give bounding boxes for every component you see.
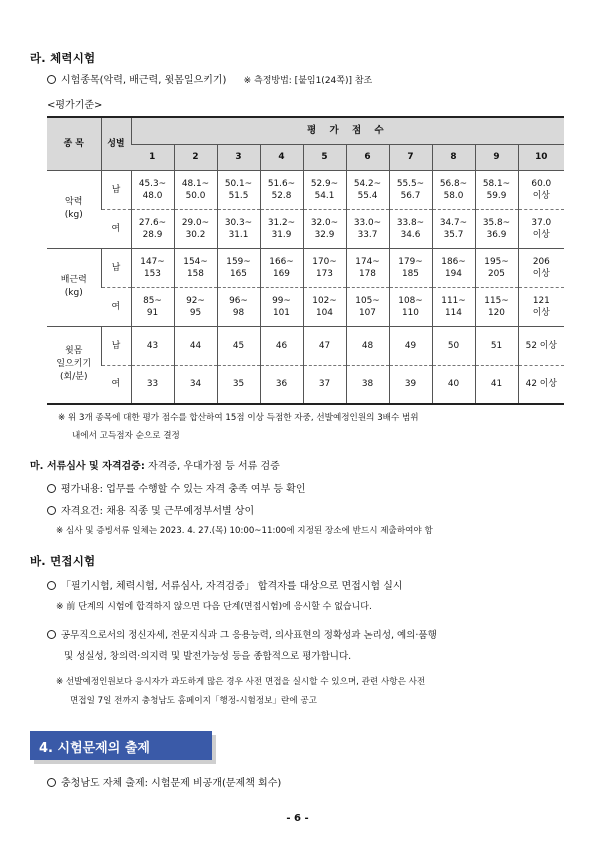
score-cell-line: 120	[488, 307, 505, 318]
score-table	[47, 116, 564, 405]
score-cell-line: 33.7	[357, 229, 378, 240]
score-cell	[131, 248, 174, 287]
score-cell-line: 45	[232, 340, 245, 351]
section-la-title: 라. 체력시험	[30, 51, 96, 65]
gender-cell: 여	[101, 365, 131, 404]
score-cell	[346, 365, 389, 404]
score-header-cell: 6	[346, 144, 389, 170]
table-row	[47, 209, 564, 248]
score-cell-line: 105~	[355, 295, 380, 306]
section-ba-item1	[47, 577, 403, 592]
section-ma-title	[30, 457, 280, 472]
score-cell	[131, 170, 174, 209]
section-ba-item1-text: 「필기시험, 체력시험, 서류심사, 자격검증」 합격자를 대상으로 면접시험 실시	[61, 581, 403, 592]
score-cell-line: 33.0~	[353, 217, 382, 228]
score-cell-line: 34	[189, 379, 202, 390]
score-cell-line: 179~	[398, 256, 423, 267]
event-label-line: 배근력	[60, 275, 87, 285]
score-cell	[432, 287, 475, 326]
score-cell	[518, 248, 564, 287]
section-ma-title-bold: 마. 서류심사 및 자격검증:	[30, 461, 145, 472]
table-note-line1: ※ 위 3개 종목에 대한 평가 점수를 합산하여 15점 이상 득점한 자중, 선발예정인원의 3배수 범위	[58, 413, 419, 423]
score-cell-line: 108~	[398, 295, 423, 306]
score-cell	[346, 287, 389, 326]
score-cell-line: 60.0	[531, 178, 552, 189]
event-label-line: (회/분)	[60, 372, 88, 383]
score-cell-line: 30.3~	[224, 217, 253, 228]
score-cell-line: 51	[490, 340, 503, 351]
score-cell	[432, 326, 475, 365]
score-cell-line: 102~	[312, 295, 337, 306]
score-cell-line: 58.1~	[482, 178, 511, 189]
score-cell	[260, 209, 303, 248]
score-cell	[432, 209, 475, 248]
score-cell-line: 59.9	[486, 190, 507, 201]
score-cell-line: 34.6	[400, 229, 421, 240]
score-cell-line: 158	[187, 268, 204, 279]
score-cell	[217, 248, 260, 287]
head-score-group: 평 가 점 수	[131, 117, 564, 144]
score-cell-line: 205	[488, 268, 505, 279]
score-cell	[432, 248, 475, 287]
score-cell	[475, 326, 518, 365]
score-header-cell: 2	[174, 144, 217, 170]
score-cell-line: 29.0~	[181, 217, 210, 228]
gender-cell: 남	[101, 248, 131, 287]
score-cell-line: 42 이상	[525, 379, 557, 390]
event-label-line: 일으키기	[56, 359, 92, 370]
score-cell-line: 32.0~	[310, 217, 339, 228]
table-note-line2: 내에서 고득점자 순으로 결정	[72, 431, 180, 441]
section-4-item-text: 충청남도 자체 출제: 시험문제 비공개(문제책 회수)	[61, 778, 282, 789]
score-cell	[475, 287, 518, 326]
score-cell-line: 52 이상	[525, 340, 557, 351]
score-cell-line: 50.0	[185, 190, 206, 201]
score-header-cell: 4	[260, 144, 303, 170]
score-cell-line: 35.8~	[482, 217, 511, 228]
section-4-title: 4. 시험문제의 출제	[39, 741, 150, 756]
score-cell-line: 166~	[269, 256, 294, 267]
score-cell	[303, 287, 346, 326]
score-cell-line: 35.7	[443, 229, 464, 240]
score-cell-line: 36	[275, 379, 288, 390]
score-cell-line: 110	[402, 307, 419, 318]
score-cell	[389, 365, 432, 404]
score-cell-line: 55.5~	[396, 178, 425, 189]
section-ba-item2	[47, 627, 437, 641]
score-header-cell: 3	[217, 144, 260, 170]
gender-cell: 남	[101, 170, 131, 209]
section-ma-note: ※ 심사 및 증빙서류 일체는 2023. 4. 27.(목) 10:00~11:00에 지정된 장소에 반드시 제출하여야 함	[56, 526, 433, 536]
score-cell	[217, 365, 260, 404]
score-cell-line: 54.2~	[353, 178, 382, 189]
circle-bullet-icon	[47, 581, 56, 590]
section-la-item-text: 시험종목(악력, 배근력, 윗몸일으키기)	[61, 75, 227, 86]
score-cell	[346, 248, 389, 287]
score-cell-line: 95	[189, 307, 202, 318]
score-cell	[174, 170, 217, 209]
score-cell-line: 이상	[532, 268, 550, 279]
circle-bullet-icon	[47, 630, 56, 639]
score-cell	[174, 209, 217, 248]
event-label	[47, 326, 101, 404]
score-cell-line: 99~	[272, 295, 291, 306]
score-cell-line: 28.9	[142, 229, 163, 240]
section-ma-item2-text: 자격요건: 채용 직종 및 근무예정부서별 상이	[61, 506, 255, 517]
event-label-line: 윗몸	[65, 346, 83, 357]
table-row	[47, 365, 564, 404]
section-ma-title-rest: 자격증, 우대가점 등 서류 검증	[148, 461, 280, 472]
section-4-heading	[30, 731, 212, 760]
score-cell-line: 169	[273, 268, 290, 279]
score-cell	[346, 209, 389, 248]
section-4-item	[47, 774, 281, 789]
score-cell-line: 92~	[186, 295, 205, 306]
circle-bullet-icon	[47, 75, 56, 84]
score-cell	[131, 365, 174, 404]
score-cell	[475, 170, 518, 209]
score-cell-line: 56.7	[400, 190, 421, 201]
score-cell-line: 37	[318, 379, 331, 390]
score-cell-line: 195~	[484, 256, 509, 267]
section-la-item	[47, 71, 372, 86]
score-cell-line: 91	[146, 307, 159, 318]
score-cell-line: 33.8~	[396, 217, 425, 228]
score-cell-line: 98	[232, 307, 245, 318]
section-ba-title: 바. 면접시험	[30, 554, 96, 568]
circle-bullet-icon	[47, 484, 56, 493]
event-label-line: (kg)	[64, 288, 83, 298]
score-header-cell: 7	[389, 144, 432, 170]
score-cell	[389, 248, 432, 287]
score-cell-line: 104	[316, 307, 333, 318]
section-ma-item1	[47, 480, 306, 495]
score-cell	[131, 209, 174, 248]
score-cell-line: 이상	[532, 307, 550, 318]
score-cell-line: 147~	[140, 256, 165, 267]
score-cell-line: 46	[275, 340, 288, 351]
score-cell-line: 34.7~	[439, 217, 468, 228]
score-cell	[389, 326, 432, 365]
score-cell-line: 31.2~	[267, 217, 296, 228]
table-row	[47, 326, 564, 365]
score-cell	[518, 326, 564, 365]
score-cell-line: 52.8	[271, 190, 292, 201]
score-cell-line: 32.9	[314, 229, 335, 240]
head-gender: 성별	[101, 117, 131, 170]
score-cell	[518, 287, 564, 326]
score-cell	[475, 209, 518, 248]
gender-cell: 여	[101, 209, 131, 248]
score-cell	[389, 170, 432, 209]
score-cell	[260, 170, 303, 209]
section-ba-note2-line2: 면접일 7일 전까지 충청남도 홈페이지「행정-시험정보」란에 공고	[70, 696, 317, 706]
score-cell-line: 174~	[355, 256, 380, 267]
event-label	[47, 170, 101, 248]
event-label-line: (kg)	[64, 210, 83, 220]
score-cell-line: 49	[404, 340, 417, 351]
score-cell-line: 37.0	[531, 217, 552, 228]
section-ma-item2	[47, 502, 254, 517]
score-cell	[432, 170, 475, 209]
score-cell	[260, 248, 303, 287]
score-header-cell: 8	[432, 144, 475, 170]
score-cell-line: 50	[447, 340, 460, 351]
score-cell-line: 44	[189, 340, 202, 351]
score-cell-line: 39	[404, 379, 417, 390]
table-row	[47, 287, 564, 326]
score-cell	[174, 248, 217, 287]
score-cell-line: 43	[146, 340, 159, 351]
score-cell-line: 206	[532, 256, 550, 267]
score-cell-line: 51.5	[228, 190, 249, 201]
score-cell	[303, 326, 346, 365]
score-cell	[389, 209, 432, 248]
gender-cell: 남	[101, 326, 131, 365]
score-cell	[217, 170, 260, 209]
score-cell	[346, 326, 389, 365]
score-cell-line: 56.8~	[439, 178, 468, 189]
score-cell	[303, 248, 346, 287]
circle-bullet-icon	[47, 506, 56, 515]
circle-bullet-icon	[47, 778, 56, 787]
score-cell-line: 51.6~	[267, 178, 296, 189]
score-cell-line: 107	[359, 307, 376, 318]
page-number: - 6 -	[286, 813, 309, 824]
section-ma-item1-text: 평가내용: 업무를 수행할 수 있는 자격 충족 여부 등 확인	[61, 484, 306, 495]
score-cell	[260, 365, 303, 404]
score-cell-line: 159~	[226, 256, 251, 267]
gender-cell: 여	[101, 287, 131, 326]
score-cell-line: 101	[273, 307, 290, 318]
score-cell	[303, 365, 346, 404]
score-cell	[432, 365, 475, 404]
score-cell	[389, 287, 432, 326]
score-cell-line: 27.6~	[138, 217, 167, 228]
score-header-cell: 10	[518, 144, 564, 170]
score-cell	[217, 287, 260, 326]
score-cell-line: 이상	[532, 229, 550, 240]
score-cell-line: 121	[532, 295, 550, 306]
score-cell-line: 165	[230, 268, 247, 279]
score-cell-line: 111~	[441, 295, 466, 306]
score-cell	[303, 209, 346, 248]
score-cell-line: 115~	[484, 295, 509, 306]
score-cell-line: 50.1~	[224, 178, 253, 189]
score-cell-line: 194	[445, 268, 462, 279]
score-cell-line: 173	[316, 268, 333, 279]
score-cell	[518, 209, 564, 248]
score-cell-line: 58.0	[443, 190, 464, 201]
score-cell-line: 54.1	[314, 190, 335, 201]
score-cell	[217, 326, 260, 365]
score-cell-line: 52.9~	[310, 178, 339, 189]
score-header-cell: 9	[475, 144, 518, 170]
score-cell	[131, 326, 174, 365]
score-cell	[260, 287, 303, 326]
score-cell-line: 41	[490, 379, 503, 390]
event-label-line: 악력	[65, 197, 83, 207]
section-ba-note2-line1: ※ 선발예정인원보다 응시자가 과도하게 많은 경우 사전 면접을 실시할 수 있으며, 관련 사항은 사전	[56, 677, 426, 687]
score-cell-line: 114	[445, 307, 462, 318]
score-cell-line: 31.9	[271, 229, 292, 240]
score-header-cell: 1	[131, 144, 174, 170]
score-cell-line: 30.2	[185, 229, 206, 240]
score-cell-line: 154~	[183, 256, 208, 267]
section-ba-item2-line1: 공무직으로서의 정신자세, 전문지식과 그 응용능력, 의사표현의 정확성과 논리성, 예의·품행	[61, 630, 437, 641]
section-ba-item2-line2: 및 성실성, 창의력·의지력 및 발전가능성 등을 종합적으로 평가합니다.	[64, 651, 352, 662]
score-cell-line: 45.3~	[138, 178, 167, 189]
score-cell-line: 31.1	[228, 229, 249, 240]
score-cell	[217, 209, 260, 248]
event-label	[47, 248, 101, 326]
score-cell-line: 48.1~	[181, 178, 210, 189]
score-cell-line: 178	[359, 268, 376, 279]
criteria-label: <평가기준>	[47, 100, 103, 111]
score-cell-line: 55.4	[357, 190, 378, 201]
score-cell-line: 153	[144, 268, 161, 279]
score-cell-line: 이상	[532, 190, 550, 201]
table-row	[47, 248, 564, 287]
score-cell-line: 96~	[229, 295, 248, 306]
score-cell	[475, 248, 518, 287]
score-cell	[174, 287, 217, 326]
score-cell	[260, 326, 303, 365]
section-la-item-note: ※ 측정방법: [붙임1(24쪽)] 참조	[243, 76, 373, 86]
score-cell-line: 48.0	[142, 190, 163, 201]
score-cell-line: 35	[232, 379, 245, 390]
score-cell	[475, 365, 518, 404]
score-cell	[518, 365, 564, 404]
table-row	[47, 170, 564, 209]
score-cell	[303, 170, 346, 209]
score-cell-line: 33	[146, 379, 159, 390]
score-cell	[346, 170, 389, 209]
score-cell	[518, 170, 564, 209]
section-ba-note1: ※ 前 단계의 시험에 합격하지 않으면 다음 단계(면접시험)에 응시할 수 없습니다.	[56, 602, 372, 612]
score-cell	[131, 287, 174, 326]
score-cell-line: 85~	[143, 295, 162, 306]
head-event: 종 목	[47, 117, 101, 170]
score-cell	[174, 365, 217, 404]
score-header-cell: 5	[303, 144, 346, 170]
score-cell-line: 38	[361, 379, 374, 390]
score-cell-line: 47	[318, 340, 331, 351]
score-cell-line: 185	[402, 268, 419, 279]
score-cell-line: 186~	[441, 256, 466, 267]
score-cell-line: 40	[447, 379, 460, 390]
score-cell-line: 36.9	[486, 229, 507, 240]
score-cell	[174, 326, 217, 365]
score-cell-line: 170~	[312, 256, 337, 267]
score-cell-line: 48	[361, 340, 374, 351]
